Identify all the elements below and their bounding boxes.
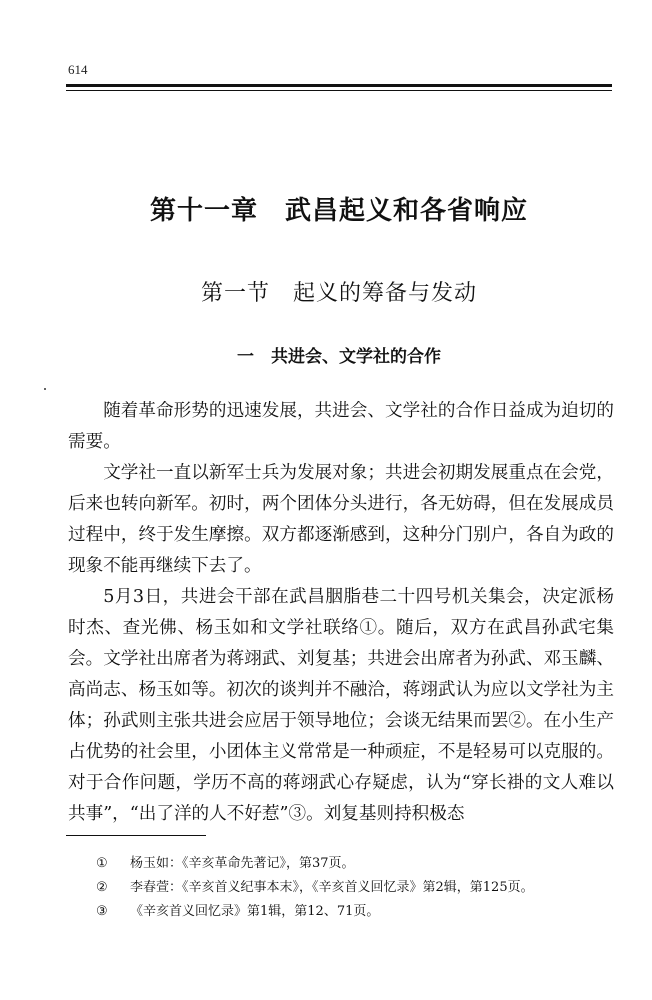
header-rule-thin bbox=[66, 90, 612, 91]
footnote-text: 杨玉如：《辛亥革命先著记》，第37页。 bbox=[130, 856, 355, 871]
footnote bbox=[96, 852, 616, 876]
paragraph: 5月3日，共进会干部在武昌胭脂巷二十四号机关集会，决定派杨时杰、查光佛、杨玉如和文学社联络①。随后，双方在武昌孙武宅集会。文学社出席者为蒋翊武、刘复基；共进会出席者为孙武、邓玉麟、高尚志、杨玉如等。初次的谈判并不融洽，蒋翊武认为应以文学社为主体；孙武则主张共进会应居于领导地位；会谈无结果而罢②。在小生产占优势的社会里，小团体主义常常是一种顽症，不是轻易可以克服的。对于合作问题，学历不高的蒋翊武心存疑虑，认为“穿长褂的文人难以共事”，“出了洋的人不好惹”③。刘复基则持积极态 bbox=[68, 587, 614, 824]
footnote bbox=[96, 876, 616, 900]
footnote-mark: ③ bbox=[96, 904, 108, 919]
footnote-mark: ② bbox=[96, 880, 108, 895]
footnotes bbox=[96, 852, 616, 924]
margin-speck bbox=[44, 388, 46, 390]
footnote bbox=[96, 900, 616, 924]
paragraph: 文学社一直以新军士兵为发展对象；共进会初期发展重点在会党，后来也转向新军。初时，两个团体分头进行，各无妨碍，但在发展成员过程中，终于发生摩擦。双方都逐渐感到，这种分门别户，各自为政的现象不能再继续下去了。 bbox=[68, 463, 614, 576]
footnote-text: 《辛亥首义回忆录》第1辑，第12、71页。 bbox=[130, 904, 380, 919]
footnote-divider bbox=[66, 835, 206, 836]
section-title: 第一节 起义的筹备与发动 bbox=[200, 281, 477, 306]
chapter-title: 第十一章 武昌起义和各省响应 bbox=[149, 196, 528, 226]
body-text bbox=[68, 396, 614, 830]
footnote-text: 李春萱：《辛亥首义纪事本末》，《辛亥首义回忆录》第2辑，第125页。 bbox=[130, 880, 534, 895]
paragraph: 随着革命形势的迅速发展，共进会、文学社的合作日益成为迫切的需要。 bbox=[68, 401, 614, 452]
footnote-mark: ① bbox=[96, 856, 108, 871]
page-number: 614 bbox=[68, 62, 88, 77]
subsection-title: 一 共进会、文学社的合作 bbox=[237, 347, 441, 367]
header-rule-thick bbox=[66, 84, 612, 87]
